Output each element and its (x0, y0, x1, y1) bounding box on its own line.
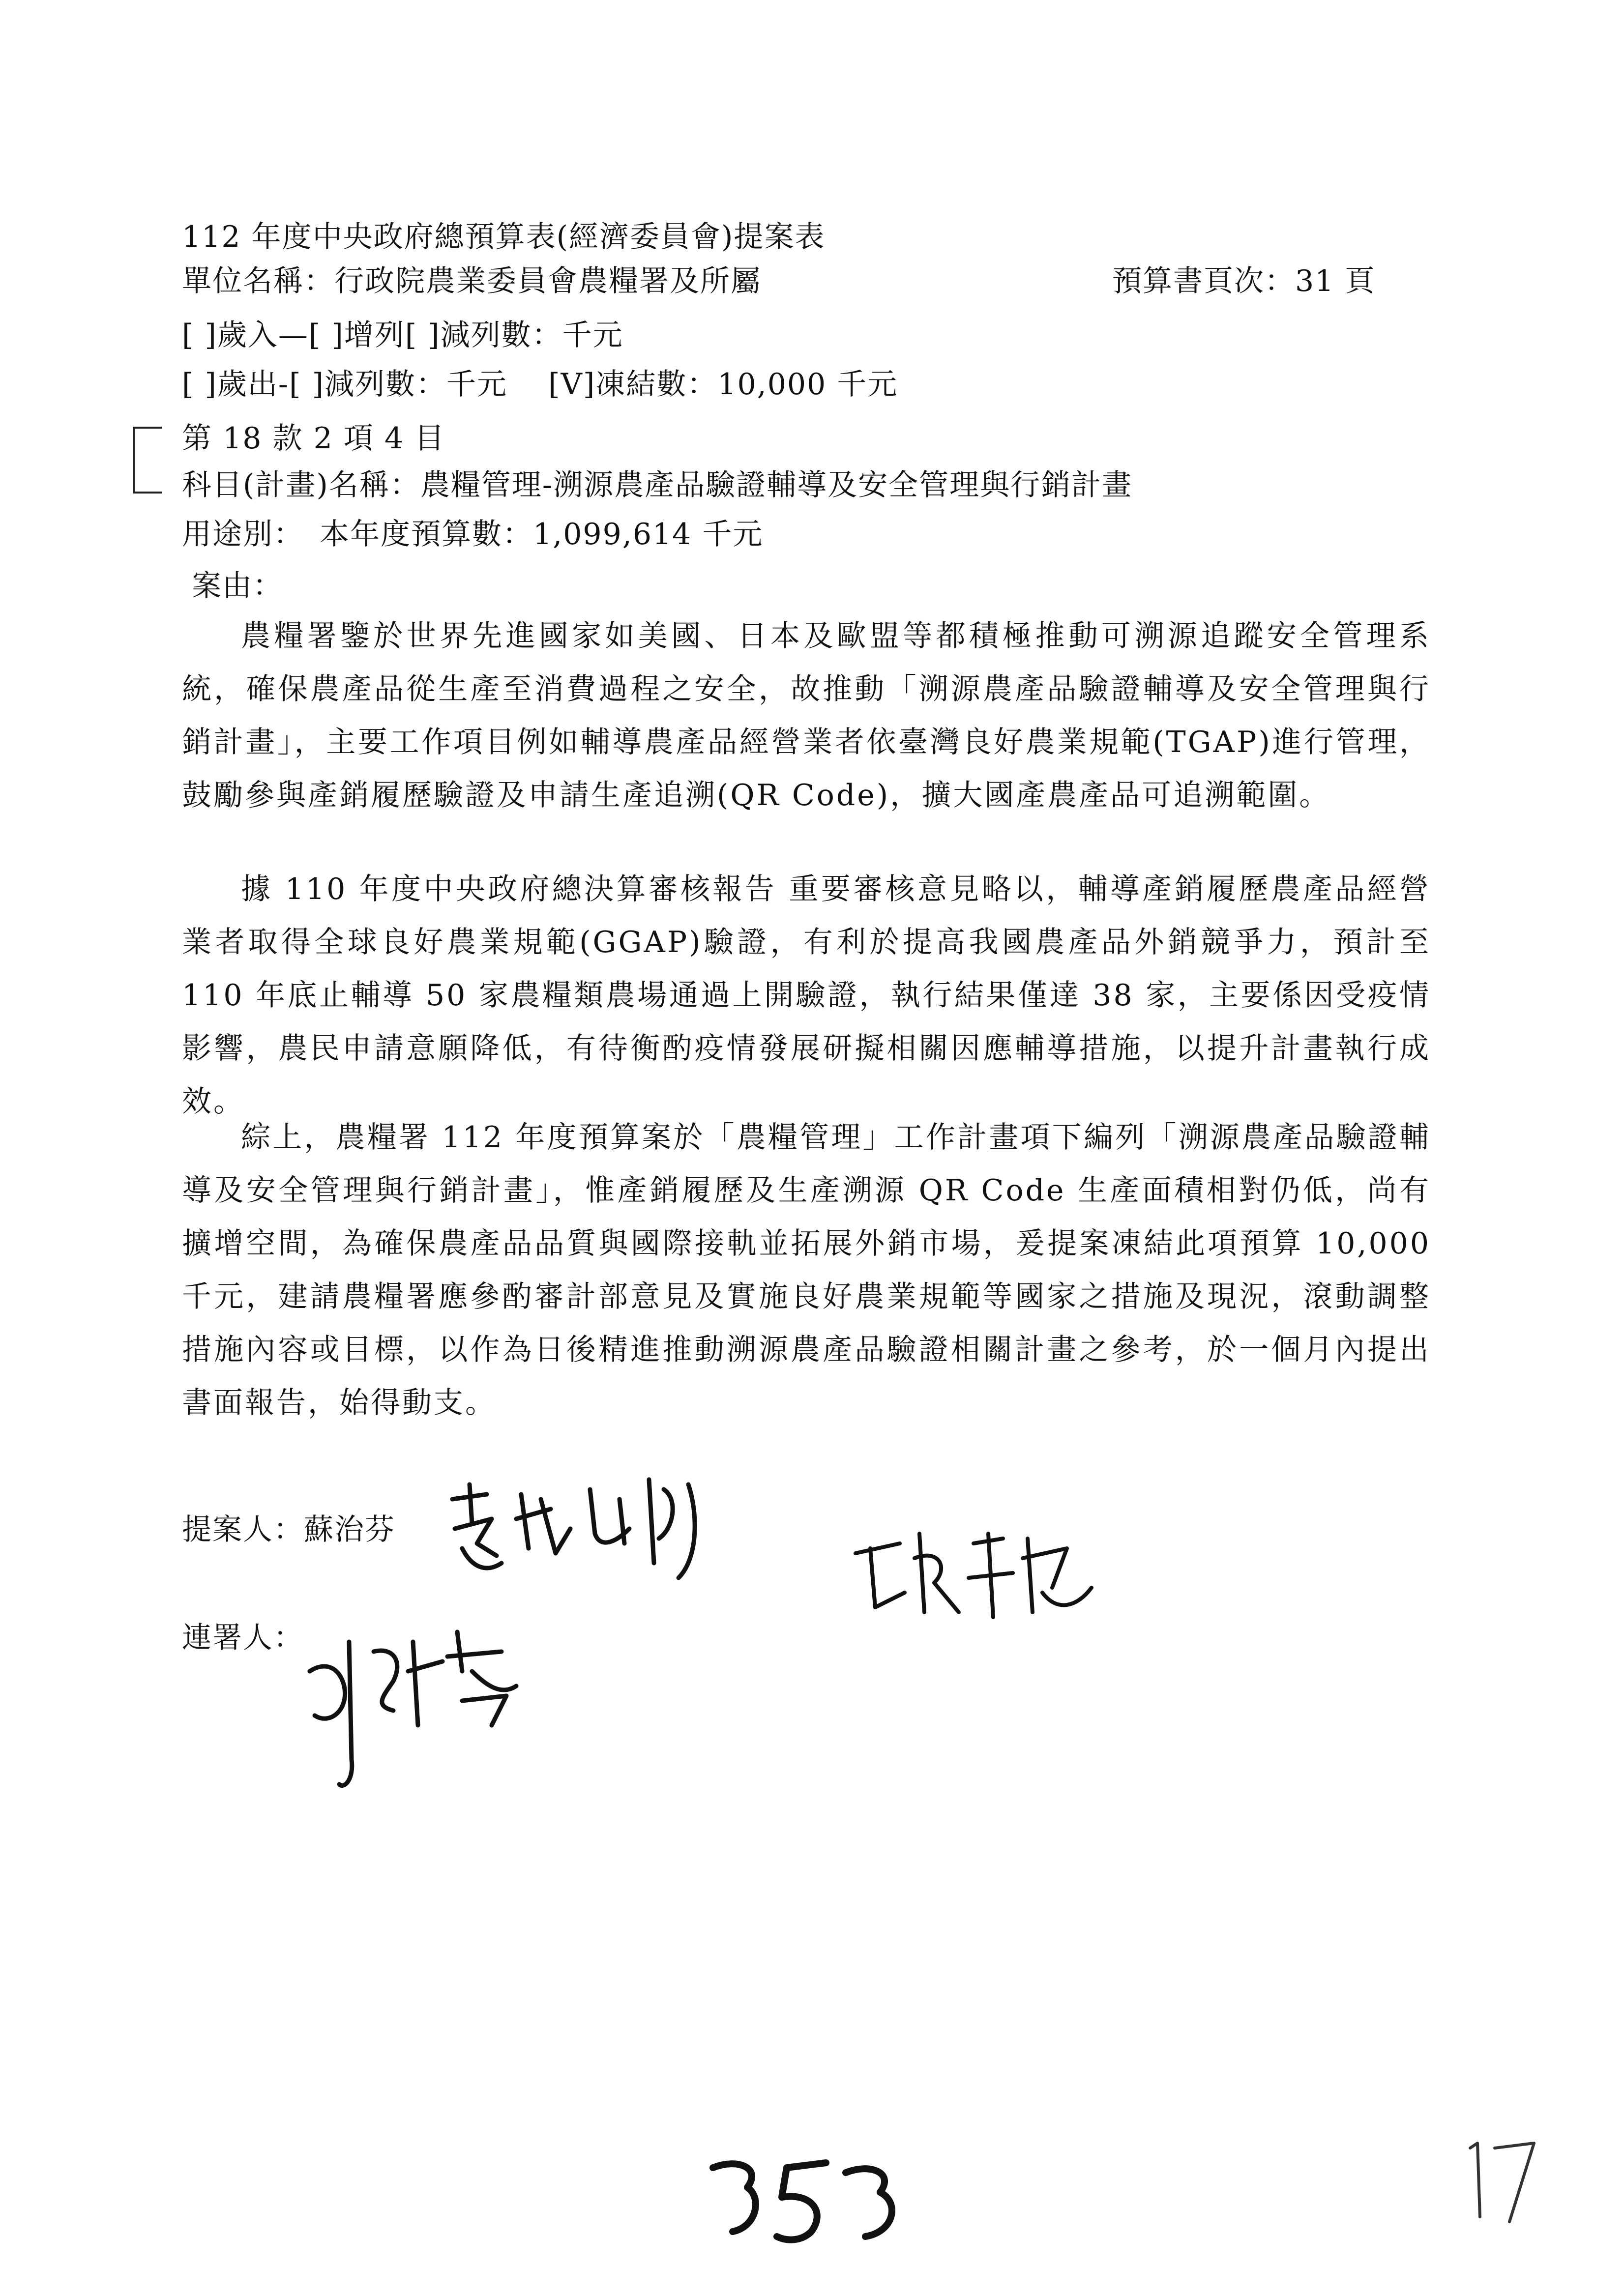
reason-paragraph-2: 據 110 年度中央政府總決算審核報告 重要審核意見略以，輔導產銷履歷農產品經營業者取得全球良好農業規範(GGAP)驗證，有利於提高我國農產品外銷競爭力，預計至 110 年底止輔導 50 家農糧類農場通過上開驗證，執行結果僅達 38 家，主要係因受疫情影響，農民申請意願降低，有待衡酌疫情發展研擬相關因應輔導措施，以提升計畫執行成效。 (182, 872, 1431, 1119)
budget-page-ref: 預算書頁次：31 頁 (1112, 264, 1376, 298)
revenue-line: [ ]歲入—[ ]增列[ ]減列數：千元 (182, 318, 623, 352)
cosigner-signature-left (295, 1612, 551, 1799)
reason-paragraph-1: 農糧署鑒於世界先進國家如美國、日本及歐盟等都積極推動可溯源追蹤安全管理系統，確保農產品從生產至消費過程之安全，故推動「溯源農產品驗證輔導及安全管理與行銷計畫」，主要工作項目例如輔導農產品經營業者依臺灣良好農業規範(TGAP)進行管理，鼓勵參與產銷履歷驗證及申請生產追溯(QR Code)，擴大國產農產品可追溯範圍。 (182, 619, 1431, 813)
reason-label: 案由： (192, 569, 283, 603)
expenditure-line: [ ]歲出-[ ]減列數：千元 [V]凍結數：10,000 千元 (182, 367, 898, 402)
purpose-line: 用途別： 本年度預算數：1,099,614 千元 (182, 517, 764, 552)
reason-paragraph-3: 綜上，農糧署 112 年度預算案於「農糧管理」工作計畫項下編列「溯源農產品驗證輔導及安全管理與行銷計畫」，惟產銷履歷及生產溯源 QR Code 生產面積相對仍低，尚有擴增空間，為確保農產品品質與國際接軌並拓展外銷市場，爰提案凍結此項預算 10,000 千元，建請農糧署應參酌審計部意見及實施良好農業規範等國家之措施及現況，滾動調整措施內容或目標，以作為日後精進推動溯源農產品驗證相關計畫之參考，於一個月內提出書面報告，始得動支。 (182, 1120, 1431, 1420)
proposer-label: 提案人：蘇治芬 (182, 1512, 395, 1547)
subject-line: 科目(計畫)名稱：農糧管理-溯源農產品驗證輔導及安全管理與行銷計畫 (182, 468, 1133, 502)
form-title: 112 年度中央政府總預算表(經濟委員會)提案表 (182, 220, 826, 254)
svg-text:353: 353 (703, 2148, 704, 2149)
proposer-signature (443, 1470, 738, 1598)
cosigner-signature-right (846, 1514, 1101, 1632)
cosigner-label: 連署人： (182, 1621, 304, 1655)
page-number (703, 2148, 910, 2256)
unit-name: 單位名稱：行政院農業委員會農糧署及所屬 (182, 264, 761, 298)
handwritten-mark (1455, 2128, 1544, 2227)
item-bracket (133, 427, 162, 494)
item-line: 第 18 款 2 項 4 目 (182, 421, 445, 456)
